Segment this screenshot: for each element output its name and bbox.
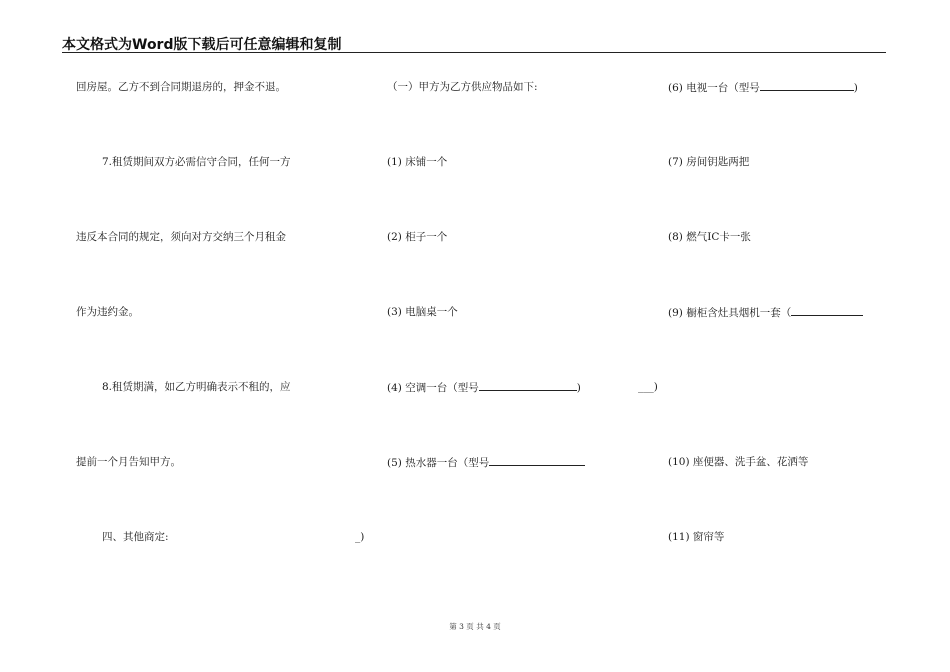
air-conditioner-close: ) [576, 382, 581, 394]
left-line-7-blank-tail: _) [355, 531, 365, 543]
air-conditioner-model-blank [479, 380, 577, 391]
water-heater-label: (5) 热水器一台（型号 [387, 457, 490, 469]
right-line-2-keys: (7) 房间钥匙两把 [668, 156, 750, 168]
water-heater-model-blank [489, 455, 585, 466]
right-line-6-curtains: (11) 窗帘等 [668, 531, 725, 543]
left-line-7-other-agreements: 四、其他商定: [102, 531, 169, 543]
tv-model-blank [760, 80, 854, 91]
air-conditioner-label: (4) 空调一台（型号 [387, 382, 479, 394]
header-divider [62, 52, 886, 53]
middle-line-1-supply-list-title: （一）甲方为乙方供应物品如下: [387, 81, 538, 93]
right-line-3-gas-card: (8) 燃气IC卡一张 [668, 231, 751, 243]
left-line-4: 作为违约金。 [76, 306, 139, 318]
left-line-2: 7.租赁期间双方必需信守合同，任何一方 [102, 156, 291, 168]
tv-label: (6) 电视一台（型号 [668, 82, 760, 94]
middle-line-2-bed: (1) 床铺一个 [387, 156, 448, 168]
tv-close: ) [853, 82, 858, 94]
right-line-4-kitchen-cabinet [668, 305, 863, 320]
kitchen-cabinet-label: (9) 橱柜含灶具烟机一套（ [668, 307, 792, 319]
right-line-1-tv [668, 80, 858, 95]
left-line-3: 违反本合同的规定，须向对方交纳三个月租金 [76, 231, 286, 243]
middle-line-5-air-conditioner [387, 380, 581, 395]
left-line-6: 提前一个月告知甲方。 [76, 456, 181, 468]
middle-line-5-extra-blank: ___) [638, 381, 658, 393]
left-line-5: 8.租赁期满，如乙方明确表示不租的，应 [102, 381, 291, 393]
page-number-footer: 第 3 页 共 4 页 [449, 622, 501, 631]
middle-line-6-water-heater [387, 455, 585, 470]
middle-line-3-cabinet: (2) 柜子一个 [387, 231, 448, 243]
kitchen-cabinet-blank [791, 305, 863, 316]
document-header-title: 本文格式为Word版下载后可任意编辑和复制 [62, 37, 342, 53]
right-line-5-bathroom-fixtures: (10) 座便器、洗手盆、花洒等 [668, 456, 809, 468]
left-line-1: 回房屋。乙方不到合同期退房的，押金不退。 [76, 81, 286, 93]
middle-line-4-computer-desk: (3) 电脑桌一个 [387, 306, 458, 318]
